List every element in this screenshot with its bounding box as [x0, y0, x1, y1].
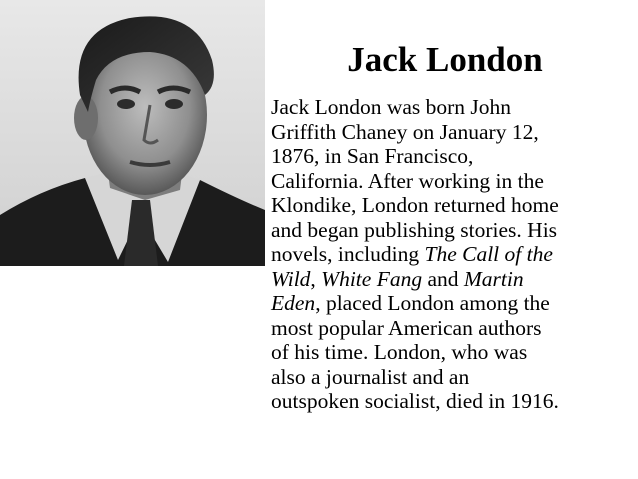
bio-line: also a journalist and an: [271, 364, 470, 389]
bio-line: of his time. London, who was: [271, 340, 528, 364]
portrait-illustration: [0, 0, 265, 266]
bio-line: 1876, in San Francisco,: [271, 144, 474, 168]
bio-text: , placed London among the: [315, 291, 550, 315]
book-title-white-fang: White Fang: [321, 266, 423, 291]
book-title-martin-eden: Martin: [463, 266, 524, 291]
bio-line: most popular American authors: [271, 315, 542, 340]
bio-line: Griffith Chaney on January 12,: [271, 119, 539, 144]
bio-line: California. After working in the: [271, 168, 544, 193]
portrait-photo: [0, 0, 265, 266]
bio-line: [271, 267, 633, 292]
bio-line: Klondike, London returned home: [271, 193, 559, 217]
book-title-call-of-the-wild: The Call of the: [424, 242, 553, 266]
bio-text: ,: [310, 266, 322, 291]
bio-line: Jack London was born John: [271, 95, 512, 119]
bio-text: and: [422, 266, 464, 291]
biography-text: [271, 95, 633, 414]
bio-line: outspoken socialist, died in 1916.: [271, 389, 559, 413]
book-title-martin-eden-end: Eden: [271, 291, 316, 315]
book-title-call-of-the-wild-end: Wild: [271, 266, 311, 291]
bio-line: [271, 291, 633, 316]
bio-line: and began publishing stories. His: [271, 217, 558, 242]
bio-line: [271, 242, 633, 267]
page-title: Jack London: [347, 40, 543, 79]
bio-text: novels, including: [271, 242, 425, 266]
